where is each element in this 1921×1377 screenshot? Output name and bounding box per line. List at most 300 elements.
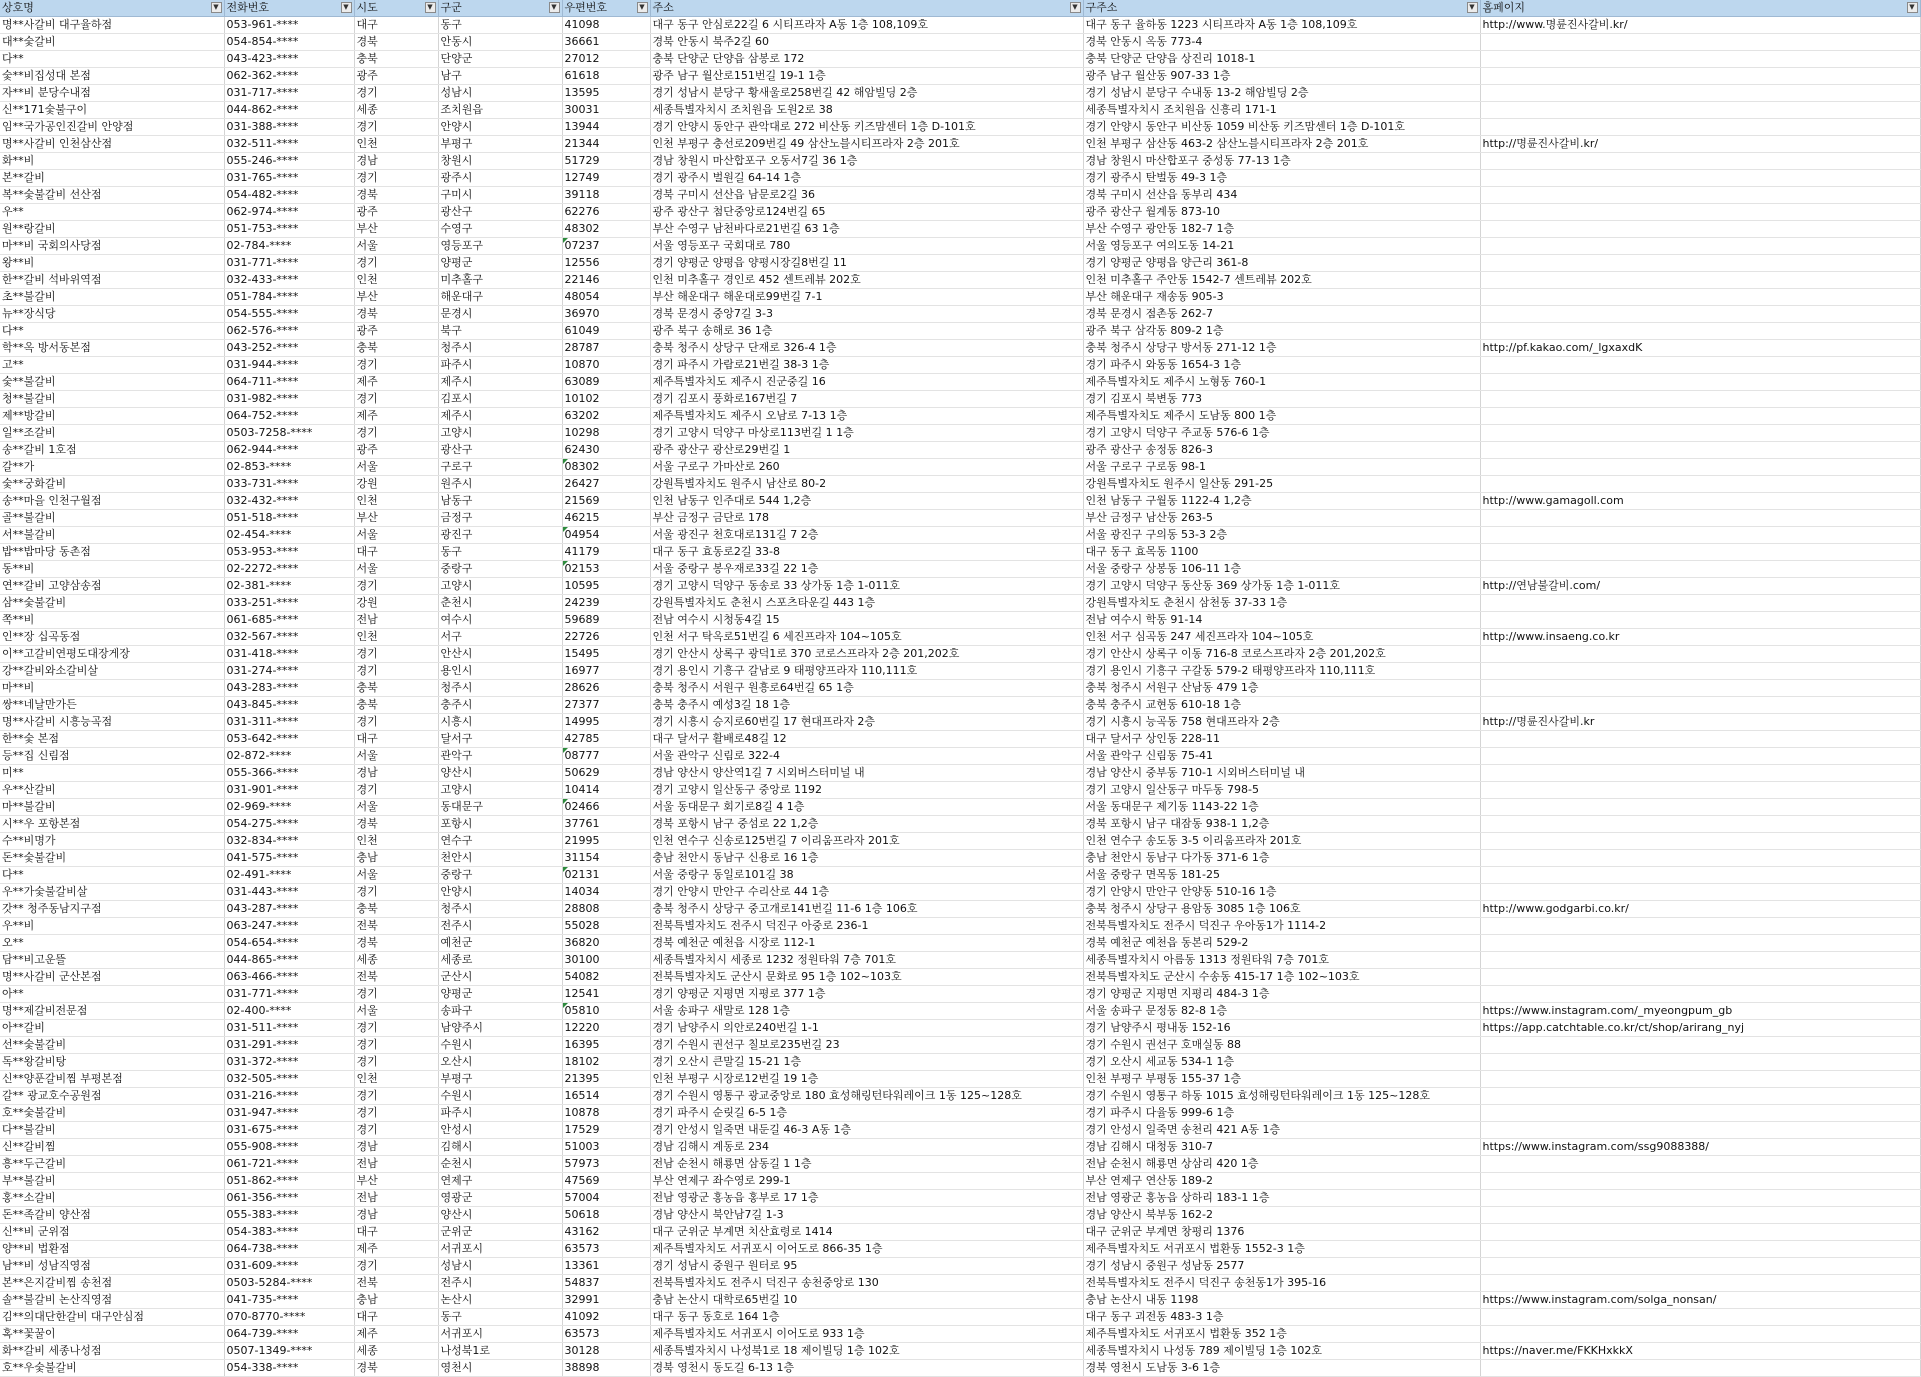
cell-phone[interactable]: 0503-7258-**** bbox=[224, 425, 354, 442]
cell-name[interactable]: 호**우숯불갈비 bbox=[0, 1360, 224, 1377]
cell-homepage[interactable] bbox=[1480, 357, 1920, 374]
cell-homepage[interactable] bbox=[1480, 1309, 1920, 1326]
cell-address[interactable]: 경북 예천군 예천읍 시장로 112-1 bbox=[650, 935, 1083, 952]
cell-gugun[interactable]: 나성북1로 bbox=[438, 1343, 562, 1360]
cell-phone[interactable]: 031-771-**** bbox=[224, 986, 354, 1003]
cell-sido[interactable]: 충북 bbox=[354, 697, 438, 714]
cell-name[interactable]: 청**불갈비 bbox=[0, 391, 224, 408]
cell-name[interactable]: 갈** 광교호수공원점 bbox=[0, 1088, 224, 1105]
cell-zip[interactable]: 14995 bbox=[562, 714, 650, 731]
cell-gugun[interactable]: 연제구 bbox=[438, 1173, 562, 1190]
cell-zip[interactable]: 30031 bbox=[562, 102, 650, 119]
cell-phone[interactable]: 043-252-**** bbox=[224, 340, 354, 357]
cell-name[interactable]: 시**우 포항본점 bbox=[0, 816, 224, 833]
cell-sido[interactable]: 충남 bbox=[354, 1292, 438, 1309]
cell-zip[interactable]: 17529 bbox=[562, 1122, 650, 1139]
cell-homepage[interactable] bbox=[1480, 1241, 1920, 1258]
cell-sido[interactable]: 경기 bbox=[354, 1122, 438, 1139]
cell-phone[interactable]: 031-675-**** bbox=[224, 1122, 354, 1139]
cell-sido[interactable]: 경기 bbox=[354, 1020, 438, 1037]
cell-address[interactable]: 서울 영등포구 국회대로 780 bbox=[650, 238, 1083, 255]
cell-gugun[interactable]: 고양시 bbox=[438, 425, 562, 442]
cell-old-address[interactable]: 세종특별자치시 조치원읍 신흥리 171-1 bbox=[1083, 102, 1480, 119]
cell-phone[interactable]: 041-735-**** bbox=[224, 1292, 354, 1309]
cell-name[interactable]: 숯**비집성대 본점 bbox=[0, 68, 224, 85]
cell-old-address[interactable]: 대구 군위군 부계면 창평리 1376 bbox=[1083, 1224, 1480, 1241]
cell-gugun[interactable]: 파주시 bbox=[438, 1105, 562, 1122]
cell-address[interactable]: 강원특별자치도 원주시 남산로 80-2 bbox=[650, 476, 1083, 493]
cell-old-address[interactable]: 경기 안양시 동안구 비산동 1059 비산동 키즈맘센터 1층 D-101호 bbox=[1083, 119, 1480, 136]
cell-gugun[interactable]: 단양군 bbox=[438, 51, 562, 68]
cell-old-address[interactable]: 서울 영등포구 여의도동 14-21 bbox=[1083, 238, 1480, 255]
cell-address[interactable]: 광주 남구 월산로151번길 19-1 1층 bbox=[650, 68, 1083, 85]
cell-sido[interactable]: 경남 bbox=[354, 765, 438, 782]
cell-gugun[interactable]: 남동구 bbox=[438, 493, 562, 510]
cell-phone[interactable]: 061-356-**** bbox=[224, 1190, 354, 1207]
cell-gugun[interactable]: 예천군 bbox=[438, 935, 562, 952]
cell-phone[interactable]: 031-901-**** bbox=[224, 782, 354, 799]
cell-gugun[interactable]: 시흥시 bbox=[438, 714, 562, 731]
cell-old-address[interactable]: 경기 김포시 북변동 773 bbox=[1083, 391, 1480, 408]
cell-name[interactable]: 이**고갈비연평도대장게장 bbox=[0, 646, 224, 663]
cell-address[interactable]: 경기 고양시 일산동구 중앙로 1192 bbox=[650, 782, 1083, 799]
cell-homepage[interactable] bbox=[1480, 1156, 1920, 1173]
cell-phone[interactable]: 053-961-**** bbox=[224, 17, 354, 34]
cell-address[interactable]: 전북특별자치도 전주시 덕진구 아중로 236-1 bbox=[650, 918, 1083, 935]
cell-name[interactable]: 우**가숯불갈비살 bbox=[0, 884, 224, 901]
cell-gugun[interactable]: 관악구 bbox=[438, 748, 562, 765]
cell-sido[interactable]: 경기 bbox=[354, 1088, 438, 1105]
cell-name[interactable]: 고** bbox=[0, 357, 224, 374]
cell-sido[interactable]: 부산 bbox=[354, 1173, 438, 1190]
cell-sido[interactable]: 전남 bbox=[354, 1156, 438, 1173]
cell-zip[interactable]: 12541 bbox=[562, 986, 650, 1003]
cell-old-address[interactable]: 세종특별자치시 나성동 789 제이빌딩 1층 102호 bbox=[1083, 1343, 1480, 1360]
cell-gugun[interactable]: 영천시 bbox=[438, 1360, 562, 1377]
cell-zip[interactable]: 51729 bbox=[562, 153, 650, 170]
cell-gugun[interactable]: 군위군 bbox=[438, 1224, 562, 1241]
cell-sido[interactable]: 서울 bbox=[354, 561, 438, 578]
cell-zip[interactable]: 48302 bbox=[562, 221, 650, 238]
cell-zip[interactable]: 10414 bbox=[562, 782, 650, 799]
cell-sido[interactable]: 광주 bbox=[354, 204, 438, 221]
cell-homepage[interactable] bbox=[1480, 544, 1920, 561]
cell-sido[interactable]: 경기 bbox=[354, 170, 438, 187]
cell-gugun[interactable]: 전주시 bbox=[438, 1275, 562, 1292]
column-header-address[interactable] bbox=[650, 0, 1083, 17]
cell-name[interactable]: 강**갈비와소갈비살 bbox=[0, 663, 224, 680]
cell-old-address[interactable]: 경남 양산시 중부동 710-1 시외버스터미널 내 bbox=[1083, 765, 1480, 782]
cell-phone[interactable]: 031-274-**** bbox=[224, 663, 354, 680]
filter-dropdown-icon[interactable]: ▼ bbox=[549, 2, 560, 13]
cell-address[interactable]: 경북 문경시 중앙7길 3-3 bbox=[650, 306, 1083, 323]
cell-sido[interactable]: 서울 bbox=[354, 238, 438, 255]
column-header-gugun[interactable] bbox=[438, 0, 562, 17]
cell-name[interactable]: 돈**숯불갈비 bbox=[0, 850, 224, 867]
cell-phone[interactable]: 043-845-**** bbox=[224, 697, 354, 714]
cell-gugun[interactable]: 청주시 bbox=[438, 340, 562, 357]
cell-gugun[interactable]: 동구 bbox=[438, 17, 562, 34]
cell-zip[interactable]: 10298 bbox=[562, 425, 650, 442]
cell-phone[interactable]: 043-287-**** bbox=[224, 901, 354, 918]
cell-gugun[interactable]: 문경시 bbox=[438, 306, 562, 323]
cell-address[interactable]: 전남 순천시 해룡면 삼동길 1 1층 bbox=[650, 1156, 1083, 1173]
cell-sido[interactable]: 대구 bbox=[354, 17, 438, 34]
cell-address[interactable]: 경기 안성시 일죽면 내둔길 46-3 A동 1층 bbox=[650, 1122, 1083, 1139]
cell-homepage[interactable] bbox=[1480, 918, 1920, 935]
cell-address[interactable]: 경기 양평군 지평면 지평로 377 1층 bbox=[650, 986, 1083, 1003]
cell-gugun[interactable]: 달서구 bbox=[438, 731, 562, 748]
cell-sido[interactable]: 경기 bbox=[354, 255, 438, 272]
cell-homepage[interactable] bbox=[1480, 986, 1920, 1003]
cell-gugun[interactable]: 춘천시 bbox=[438, 595, 562, 612]
cell-homepage[interactable] bbox=[1480, 408, 1920, 425]
cell-gugun[interactable]: 여수시 bbox=[438, 612, 562, 629]
cell-homepage[interactable] bbox=[1480, 272, 1920, 289]
cell-sido[interactable]: 경기 bbox=[354, 85, 438, 102]
cell-gugun[interactable]: 서구 bbox=[438, 629, 562, 646]
cell-name[interactable]: 신**비 군위점 bbox=[0, 1224, 224, 1241]
cell-homepage[interactable] bbox=[1480, 1105, 1920, 1122]
cell-address[interactable]: 경북 영천시 동도길 6-13 1층 bbox=[650, 1360, 1083, 1377]
cell-sido[interactable]: 경기 bbox=[354, 782, 438, 799]
cell-phone[interactable]: 055-246-**** bbox=[224, 153, 354, 170]
cell-old-address[interactable]: 세종특별자치시 아름동 1313 정원타워 7층 701호 bbox=[1083, 952, 1480, 969]
cell-address[interactable]: 인천 미추홀구 경인로 452 센트레뷰 202호 bbox=[650, 272, 1083, 289]
cell-sido[interactable]: 세종 bbox=[354, 952, 438, 969]
cell-homepage[interactable]: https://naver.me/FKKHxkkX bbox=[1480, 1343, 1920, 1360]
cell-zip[interactable]: 30100 bbox=[562, 952, 650, 969]
cell-sido[interactable]: 서울 bbox=[354, 459, 438, 476]
cell-gugun[interactable]: 군산시 bbox=[438, 969, 562, 986]
cell-sido[interactable]: 경기 bbox=[354, 884, 438, 901]
cell-address[interactable]: 경남 양산시 양산역1길 7 시외버스터미널 내 bbox=[650, 765, 1083, 782]
cell-sido[interactable]: 강원 bbox=[354, 595, 438, 612]
cell-name[interactable]: 남**비 성남직영점 bbox=[0, 1258, 224, 1275]
cell-old-address[interactable]: 인천 서구 심곡동 247 세진프라자 104~105호 bbox=[1083, 629, 1480, 646]
cell-old-address[interactable]: 경기 성남시 중원구 성남동 2577 bbox=[1083, 1258, 1480, 1275]
cell-zip[interactable]: 36820 bbox=[562, 935, 650, 952]
cell-name[interactable]: 명**사갈비 인천삼산점 bbox=[0, 136, 224, 153]
cell-zip[interactable]: 18102 bbox=[562, 1054, 650, 1071]
cell-name[interactable]: 마**비 bbox=[0, 680, 224, 697]
cell-address[interactable]: 경북 안동시 북주2길 60 bbox=[650, 34, 1083, 51]
cell-zip[interactable]: 16977 bbox=[562, 663, 650, 680]
cell-old-address[interactable]: 전남 순천시 해룡면 상삼리 420 1층 bbox=[1083, 1156, 1480, 1173]
cell-zip[interactable]: 38898 bbox=[562, 1360, 650, 1377]
cell-gugun[interactable]: 부평구 bbox=[438, 1071, 562, 1088]
cell-sido[interactable]: 전남 bbox=[354, 1190, 438, 1207]
cell-sido[interactable]: 전남 bbox=[354, 612, 438, 629]
cell-homepage[interactable] bbox=[1480, 459, 1920, 476]
cell-sido[interactable]: 경북 bbox=[354, 816, 438, 833]
cell-zip[interactable]: 43162 bbox=[562, 1224, 650, 1241]
cell-zip[interactable]: 57004 bbox=[562, 1190, 650, 1207]
cell-zip[interactable]: 61618 bbox=[562, 68, 650, 85]
cell-name[interactable]: 명**제갈비전문점 bbox=[0, 1003, 224, 1020]
cell-phone[interactable]: 055-908-**** bbox=[224, 1139, 354, 1156]
cell-homepage[interactable] bbox=[1480, 833, 1920, 850]
cell-zip[interactable]: 16514 bbox=[562, 1088, 650, 1105]
cell-name[interactable]: 숯**불갈비 bbox=[0, 374, 224, 391]
cell-sido[interactable]: 부산 bbox=[354, 289, 438, 306]
cell-address[interactable]: 제주특별자치도 서귀포시 이어도로 866-35 1층 bbox=[650, 1241, 1083, 1258]
cell-address[interactable]: 전북특별자치도 전주시 덕진구 송천중앙로 130 bbox=[650, 1275, 1083, 1292]
cell-name[interactable]: 다** bbox=[0, 323, 224, 340]
cell-homepage[interactable] bbox=[1480, 221, 1920, 238]
cell-old-address[interactable]: 인천 연수구 송도동 3-5 이리움프라자 201호 bbox=[1083, 833, 1480, 850]
cell-address[interactable]: 경남 양산시 북안남7길 1-3 bbox=[650, 1207, 1083, 1224]
cell-zip[interactable]: 12220 bbox=[562, 1020, 650, 1037]
cell-old-address[interactable]: 서울 구로구 구로동 98-1 bbox=[1083, 459, 1480, 476]
cell-name[interactable]: 명**사갈비 시흥능곡점 bbox=[0, 714, 224, 731]
cell-old-address[interactable]: 경기 양평군 양평읍 양근리 361-8 bbox=[1083, 255, 1480, 272]
cell-name[interactable]: 갈**가 bbox=[0, 459, 224, 476]
cell-old-address[interactable]: 대구 동구 율하동 1223 시티프라자 A동 1층 108,109호 bbox=[1083, 17, 1480, 34]
cell-address[interactable]: 경북 포항시 남구 중섬로 22 1,2층 bbox=[650, 816, 1083, 833]
cell-zip[interactable]: 07237 bbox=[562, 238, 650, 255]
cell-sido[interactable]: 경기 bbox=[354, 425, 438, 442]
cell-old-address[interactable]: 경기 오산시 세교동 534-1 1층 bbox=[1083, 1054, 1480, 1071]
cell-phone[interactable]: 063-247-**** bbox=[224, 918, 354, 935]
cell-sido[interactable]: 경기 bbox=[354, 1105, 438, 1122]
cell-address[interactable]: 경기 용인시 기흥구 갈남로 9 태평양프라자 110,111호 bbox=[650, 663, 1083, 680]
cell-address[interactable]: 대구 동구 안심로22길 6 시티프라자 A동 1층 108,109호 bbox=[650, 17, 1083, 34]
cell-gugun[interactable]: 동구 bbox=[438, 544, 562, 561]
cell-homepage[interactable] bbox=[1480, 34, 1920, 51]
cell-gugun[interactable]: 제주시 bbox=[438, 374, 562, 391]
cell-zip[interactable]: 13944 bbox=[562, 119, 650, 136]
cell-old-address[interactable]: 광주 남구 월산동 907-33 1층 bbox=[1083, 68, 1480, 85]
cell-old-address[interactable]: 경기 양평군 지평면 지평리 484-3 1층 bbox=[1083, 986, 1480, 1003]
cell-phone[interactable]: 062-576-**** bbox=[224, 323, 354, 340]
cell-homepage[interactable]: http://pf.kakao.com/_lgxaxdK bbox=[1480, 340, 1920, 357]
cell-gugun[interactable]: 양산시 bbox=[438, 1207, 562, 1224]
cell-address[interactable]: 충북 청주시 상당구 단재로 326-4 1층 bbox=[650, 340, 1083, 357]
cell-homepage[interactable] bbox=[1480, 1360, 1920, 1377]
cell-name[interactable]: 복**숯불갈비 선산점 bbox=[0, 187, 224, 204]
cell-address[interactable]: 충북 청주시 상당구 중고개로141번길 11-6 1층 106호 bbox=[650, 901, 1083, 918]
cell-homepage[interactable] bbox=[1480, 374, 1920, 391]
cell-old-address[interactable]: 경기 고양시 덕양구 동산동 369 상가동 1층 1-011호 bbox=[1083, 578, 1480, 595]
cell-phone[interactable]: 053-953-**** bbox=[224, 544, 354, 561]
cell-name[interactable]: 삼**숯불갈비 bbox=[0, 595, 224, 612]
cell-old-address[interactable]: 경기 시흥시 능곡동 758 현대프라자 2층 bbox=[1083, 714, 1480, 731]
cell-phone[interactable]: 054-275-**** bbox=[224, 816, 354, 833]
cell-phone[interactable]: 054-338-**** bbox=[224, 1360, 354, 1377]
cell-gugun[interactable]: 광진구 bbox=[438, 527, 562, 544]
cell-address[interactable]: 경기 성남시 중원구 원터로 95 bbox=[650, 1258, 1083, 1275]
cell-name[interactable]: 마**비 국회의사당점 bbox=[0, 238, 224, 255]
cell-phone[interactable]: 032-433-**** bbox=[224, 272, 354, 289]
cell-homepage[interactable] bbox=[1480, 935, 1920, 952]
cell-sido[interactable]: 경기 bbox=[354, 357, 438, 374]
cell-name[interactable]: 인**장 십곡동점 bbox=[0, 629, 224, 646]
cell-old-address[interactable]: 강원특별자치도 원주시 일산동 291-25 bbox=[1083, 476, 1480, 493]
cell-sido[interactable]: 경기 bbox=[354, 646, 438, 663]
cell-address[interactable]: 대구 동구 효동로2길 33-8 bbox=[650, 544, 1083, 561]
cell-zip[interactable]: 41092 bbox=[562, 1309, 650, 1326]
cell-old-address[interactable]: 경기 안산시 상록구 이동 716-8 코로스프라자 2층 201,202호 bbox=[1083, 646, 1480, 663]
cell-name[interactable]: 우**비 bbox=[0, 918, 224, 935]
cell-old-address[interactable]: 충북 충주시 교현동 610-18 1층 bbox=[1083, 697, 1480, 714]
cell-homepage[interactable] bbox=[1480, 289, 1920, 306]
cell-zip[interactable]: 28787 bbox=[562, 340, 650, 357]
cell-zip[interactable]: 08302 bbox=[562, 459, 650, 476]
cell-phone[interactable]: 054-383-**** bbox=[224, 1224, 354, 1241]
cell-gugun[interactable]: 서귀포시 bbox=[438, 1241, 562, 1258]
cell-phone[interactable]: 044-865-**** bbox=[224, 952, 354, 969]
cell-old-address[interactable]: 경기 용인시 기흥구 구갈동 579-2 태평양프라자 110,111호 bbox=[1083, 663, 1480, 680]
cell-sido[interactable]: 경남 bbox=[354, 153, 438, 170]
cell-zip[interactable]: 21995 bbox=[562, 833, 650, 850]
cell-address[interactable]: 인천 부평구 시장로12번길 19 1층 bbox=[650, 1071, 1083, 1088]
cell-phone[interactable]: 051-784-**** bbox=[224, 289, 354, 306]
cell-homepage[interactable] bbox=[1480, 68, 1920, 85]
cell-zip[interactable]: 10870 bbox=[562, 357, 650, 374]
cell-zip[interactable]: 05810 bbox=[562, 1003, 650, 1020]
cell-name[interactable]: 밥**밥마당 동촌점 bbox=[0, 544, 224, 561]
cell-old-address[interactable]: 부산 금정구 남산동 263-5 bbox=[1083, 510, 1480, 527]
cell-old-address[interactable]: 대구 동구 괴전동 483-3 1층 bbox=[1083, 1309, 1480, 1326]
cell-homepage[interactable] bbox=[1480, 323, 1920, 340]
cell-phone[interactable]: 031-291-**** bbox=[224, 1037, 354, 1054]
column-header-sido[interactable] bbox=[354, 0, 438, 17]
cell-phone[interactable]: 033-731-**** bbox=[224, 476, 354, 493]
cell-homepage[interactable] bbox=[1480, 204, 1920, 221]
column-header-name[interactable] bbox=[0, 0, 224, 17]
cell-address[interactable]: 광주 북구 송해로 36 1층 bbox=[650, 323, 1083, 340]
cell-phone[interactable]: 032-432-**** bbox=[224, 493, 354, 510]
cell-zip[interactable]: 63573 bbox=[562, 1326, 650, 1343]
cell-old-address[interactable]: 경기 성남시 분당구 수내동 13-2 해암빌딩 2층 bbox=[1083, 85, 1480, 102]
cell-homepage[interactable] bbox=[1480, 731, 1920, 748]
cell-phone[interactable]: 051-862-**** bbox=[224, 1173, 354, 1190]
cell-homepage[interactable] bbox=[1480, 255, 1920, 272]
filter-dropdown-icon[interactable]: ▼ bbox=[1467, 2, 1478, 13]
cell-old-address[interactable]: 경북 포항시 남구 대잠동 938-1 1,2층 bbox=[1083, 816, 1480, 833]
cell-phone[interactable]: 02-381-**** bbox=[224, 578, 354, 595]
cell-homepage[interactable] bbox=[1480, 850, 1920, 867]
cell-phone[interactable]: 02-969-**** bbox=[224, 799, 354, 816]
cell-phone[interactable]: 02-872-**** bbox=[224, 748, 354, 765]
cell-gugun[interactable]: 구로구 bbox=[438, 459, 562, 476]
cell-name[interactable]: 김**의대단한갈비 대구안심점 bbox=[0, 1309, 224, 1326]
filter-dropdown-icon[interactable]: ▼ bbox=[1907, 2, 1918, 13]
cell-address[interactable]: 대구 달서구 활배로48길 12 bbox=[650, 731, 1083, 748]
cell-old-address[interactable]: 제주특별자치도 제주시 노형동 760-1 bbox=[1083, 374, 1480, 391]
cell-address[interactable]: 서울 중랑구 봉우재로33길 22 1층 bbox=[650, 561, 1083, 578]
cell-gugun[interactable]: 김포시 bbox=[438, 391, 562, 408]
cell-address[interactable]: 광주 광산구 광산로29번길 1 bbox=[650, 442, 1083, 459]
cell-old-address[interactable]: 광주 광산구 월계동 873-10 bbox=[1083, 204, 1480, 221]
cell-homepage[interactable]: https://app.catchtable.co.kr/ct/shop/arirang_nyj bbox=[1480, 1020, 1920, 1037]
cell-sido[interactable]: 제주 bbox=[354, 374, 438, 391]
cell-zip[interactable]: 24239 bbox=[562, 595, 650, 612]
cell-zip[interactable]: 13361 bbox=[562, 1258, 650, 1275]
cell-zip[interactable]: 28808 bbox=[562, 901, 650, 918]
cell-address[interactable]: 인천 연수구 신송로125번길 7 이리움프라자 201호 bbox=[650, 833, 1083, 850]
cell-sido[interactable]: 경기 bbox=[354, 1258, 438, 1275]
cell-phone[interactable]: 031-717-**** bbox=[224, 85, 354, 102]
column-header-zip[interactable] bbox=[562, 0, 650, 17]
cell-phone[interactable]: 041-575-**** bbox=[224, 850, 354, 867]
cell-gugun[interactable]: 부평구 bbox=[438, 136, 562, 153]
cell-phone[interactable]: 032-567-**** bbox=[224, 629, 354, 646]
cell-gugun[interactable]: 성남시 bbox=[438, 85, 562, 102]
cell-phone[interactable]: 063-466-**** bbox=[224, 969, 354, 986]
cell-zip[interactable]: 32991 bbox=[562, 1292, 650, 1309]
cell-address[interactable]: 인천 부평구 충선로209번길 49 삼산노블시티프라자 2층 201호 bbox=[650, 136, 1083, 153]
cell-phone[interactable]: 02-454-**** bbox=[224, 527, 354, 544]
cell-phone[interactable]: 055-366-**** bbox=[224, 765, 354, 782]
cell-old-address[interactable]: 경기 고양시 덕양구 주교동 576-6 1층 bbox=[1083, 425, 1480, 442]
cell-zip[interactable]: 57973 bbox=[562, 1156, 650, 1173]
cell-name[interactable]: 연**갈비 고양삼송점 bbox=[0, 578, 224, 595]
cell-name[interactable]: 쪽**비 bbox=[0, 612, 224, 629]
cell-homepage[interactable] bbox=[1480, 1054, 1920, 1071]
cell-homepage[interactable] bbox=[1480, 884, 1920, 901]
cell-zip[interactable]: 22726 bbox=[562, 629, 650, 646]
cell-zip[interactable]: 54082 bbox=[562, 969, 650, 986]
cell-zip[interactable]: 51003 bbox=[562, 1139, 650, 1156]
cell-name[interactable]: 원**랑갈비 bbox=[0, 221, 224, 238]
column-header-homepage[interactable] bbox=[1480, 0, 1920, 17]
cell-phone[interactable]: 0503-5284-**** bbox=[224, 1275, 354, 1292]
cell-gugun[interactable]: 영광군 bbox=[438, 1190, 562, 1207]
cell-homepage[interactable] bbox=[1480, 799, 1920, 816]
cell-sido[interactable]: 제주 bbox=[354, 1241, 438, 1258]
cell-old-address[interactable]: 경북 구미시 선산읍 동부리 434 bbox=[1083, 187, 1480, 204]
cell-name[interactable]: 자**비 분당수내점 bbox=[0, 85, 224, 102]
cell-old-address[interactable]: 경남 양산시 북부동 162-2 bbox=[1083, 1207, 1480, 1224]
cell-name[interactable]: 쌍**네날만가든 bbox=[0, 697, 224, 714]
cell-old-address[interactable]: 제주특별자치도 서귀포시 법환동 1552-3 1층 bbox=[1083, 1241, 1480, 1258]
cell-gugun[interactable]: 안성시 bbox=[438, 1122, 562, 1139]
cell-old-address[interactable]: 대구 동구 효목동 1100 bbox=[1083, 544, 1480, 561]
cell-name[interactable]: 미** bbox=[0, 765, 224, 782]
cell-old-address[interactable]: 광주 북구 삼각동 809-2 1층 bbox=[1083, 323, 1480, 340]
cell-gugun[interactable]: 창원시 bbox=[438, 153, 562, 170]
cell-phone[interactable]: 054-482-**** bbox=[224, 187, 354, 204]
cell-old-address[interactable]: 부산 연제구 연산동 189-2 bbox=[1083, 1173, 1480, 1190]
cell-address[interactable]: 서울 광진구 천호대로131길 7 2층 bbox=[650, 527, 1083, 544]
cell-phone[interactable]: 051-753-**** bbox=[224, 221, 354, 238]
cell-address[interactable]: 부산 수영구 남천바다로21번길 63 1층 bbox=[650, 221, 1083, 238]
cell-old-address[interactable]: 인천 미추홀구 주안동 1542-7 센트레뷰 202호 bbox=[1083, 272, 1480, 289]
cell-name[interactable]: 아** bbox=[0, 986, 224, 1003]
cell-phone[interactable]: 031-609-**** bbox=[224, 1258, 354, 1275]
cell-phone[interactable]: 070-8770-**** bbox=[224, 1309, 354, 1326]
cell-phone[interactable]: 064-752-**** bbox=[224, 408, 354, 425]
cell-homepage[interactable] bbox=[1480, 1207, 1920, 1224]
cell-name[interactable]: 혹**꽃꿀이 bbox=[0, 1326, 224, 1343]
cell-zip[interactable]: 02153 bbox=[562, 561, 650, 578]
cell-gugun[interactable]: 동구 bbox=[438, 1309, 562, 1326]
cell-address[interactable]: 경기 양평군 양평읍 양평시장길8번길 11 bbox=[650, 255, 1083, 272]
cell-old-address[interactable]: 경남 김해시 대청동 310-7 bbox=[1083, 1139, 1480, 1156]
cell-gugun[interactable]: 청주시 bbox=[438, 901, 562, 918]
cell-name[interactable]: 본**은지갈비찜 송천점 bbox=[0, 1275, 224, 1292]
cell-sido[interactable]: 서울 bbox=[354, 1003, 438, 1020]
cell-old-address[interactable]: 서울 중랑구 면목동 181-25 bbox=[1083, 867, 1480, 884]
cell-sido[interactable]: 경기 bbox=[354, 119, 438, 136]
cell-old-address[interactable]: 경기 수원시 권선구 호매실동 88 bbox=[1083, 1037, 1480, 1054]
cell-name[interactable]: 임**국가공인진갈비 안양점 bbox=[0, 119, 224, 136]
cell-old-address[interactable]: 대구 달서구 상인동 228-11 bbox=[1083, 731, 1480, 748]
cell-phone[interactable]: 055-383-**** bbox=[224, 1207, 354, 1224]
cell-zip[interactable]: 12556 bbox=[562, 255, 650, 272]
